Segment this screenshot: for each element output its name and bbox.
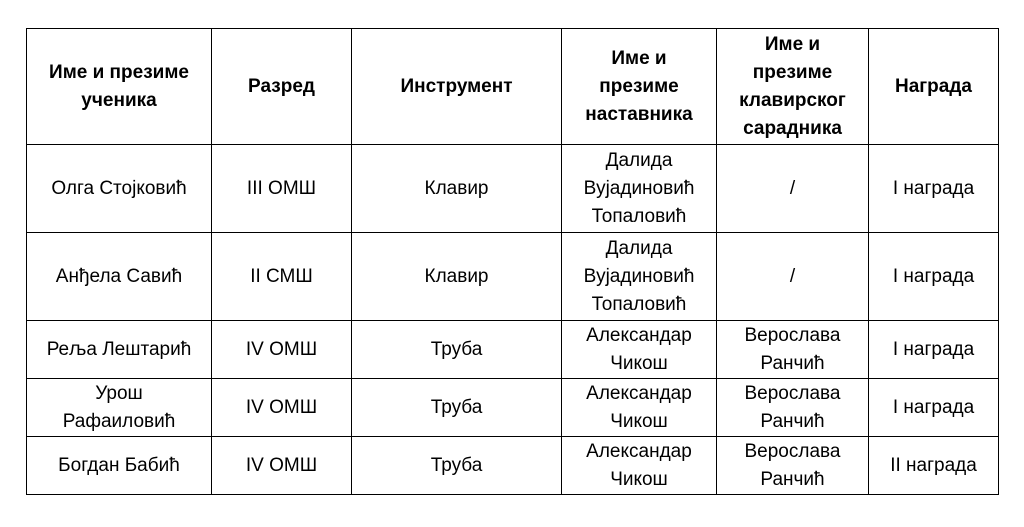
instrument-cell: Клавир [352, 145, 562, 233]
award-cell: II награда [869, 437, 999, 495]
student-name-cell: Богдан Бабић [27, 437, 212, 495]
award-cell: I награда [869, 145, 999, 233]
grade-cell: IV ОМШ [212, 379, 352, 437]
teacher-cell: Александар Чикош [562, 437, 717, 495]
student-name-cell: Анђела Савић [27, 233, 212, 321]
student-name-cell: Олга Стојковић [27, 145, 212, 233]
header-award: Награда [869, 29, 999, 145]
accompanist-cell: Верослава Ранчић [717, 437, 869, 495]
accompanist-cell: Верослава Ранчић [717, 379, 869, 437]
award-cell: I награда [869, 233, 999, 321]
award-cell: I награда [869, 321, 999, 379]
student-name-cell: Реља Лештарић [27, 321, 212, 379]
table-row [27, 437, 999, 495]
instrument-cell: Труба [352, 437, 562, 495]
instrument-cell: Труба [352, 321, 562, 379]
table-row [27, 145, 999, 233]
header-accompanist: Име и презиме клавирског сарадника [717, 29, 869, 145]
student-name-cell: Урош Рафаиловић [27, 379, 212, 437]
header-instrument: Инструмент [352, 29, 562, 145]
header-student-name: Име и презиме ученика [27, 29, 212, 145]
instrument-cell: Клавир [352, 233, 562, 321]
grade-cell: IV ОМШ [212, 437, 352, 495]
accompanist-cell: / [717, 145, 869, 233]
grade-cell: II СМШ [212, 233, 352, 321]
teacher-cell: Далида Вујадиновић Топаловић [562, 145, 717, 233]
teacher-cell: Александар Чикош [562, 321, 717, 379]
table-row [27, 233, 999, 321]
header-grade: Разред [212, 29, 352, 145]
grade-cell: III ОМШ [212, 145, 352, 233]
header-row [27, 29, 999, 145]
teacher-cell: Александар Чикош [562, 379, 717, 437]
table-row [27, 321, 999, 379]
table-row [27, 379, 999, 437]
teacher-cell: Далида Вујадиновић Топаловић [562, 233, 717, 321]
results-table [26, 28, 999, 495]
instrument-cell: Труба [352, 379, 562, 437]
grade-cell: IV ОМШ [212, 321, 352, 379]
accompanist-cell: / [717, 233, 869, 321]
accompanist-cell: Верослава Ранчић [717, 321, 869, 379]
award-cell: I награда [869, 379, 999, 437]
header-teacher: Име и презиме наставника [562, 29, 717, 145]
